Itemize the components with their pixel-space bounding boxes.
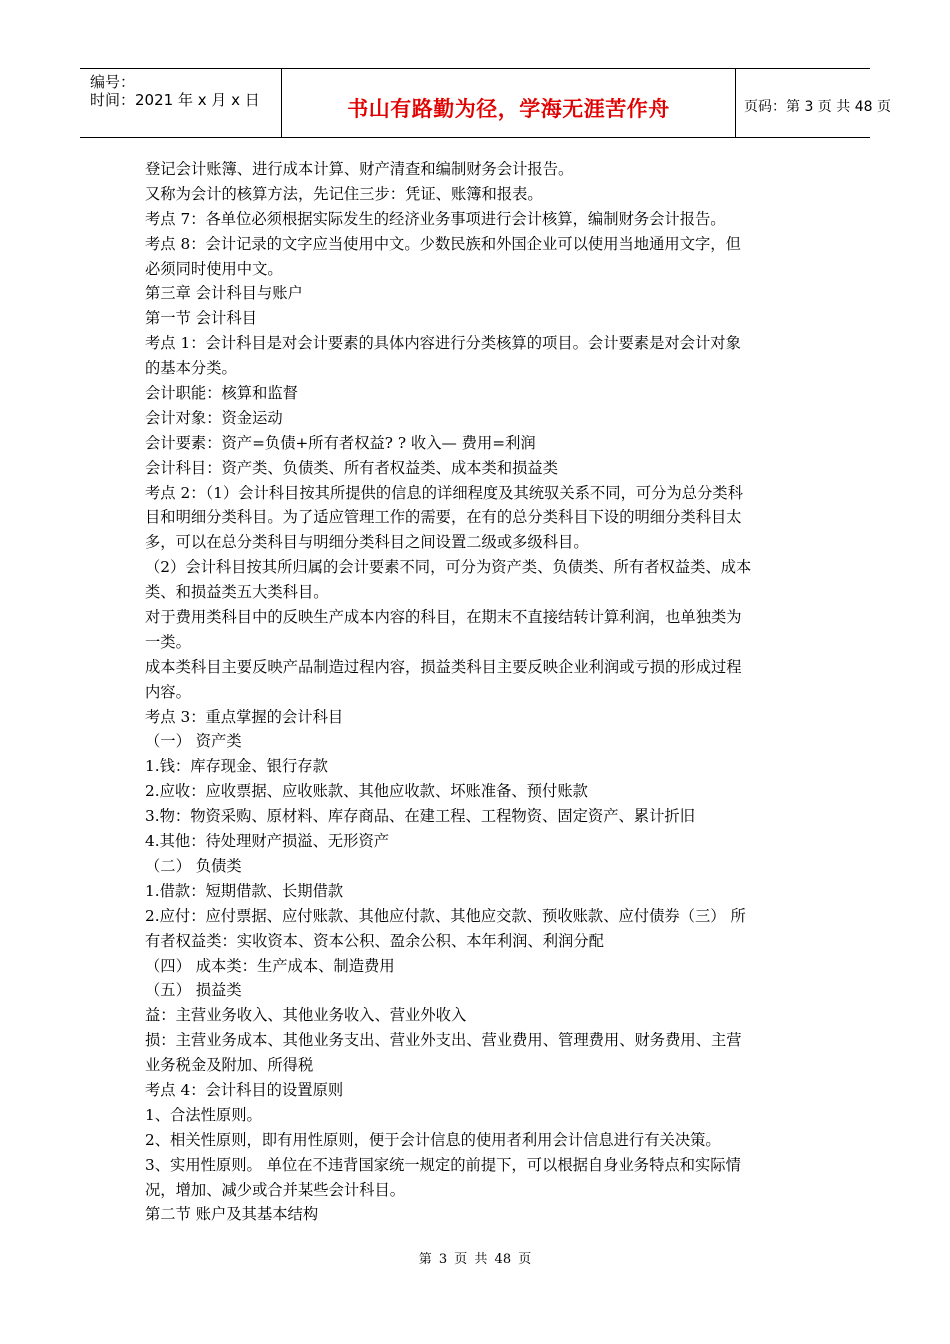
text-line: 第一节 会计科目	[145, 309, 257, 328]
text-line: 考点 8：会计记录的文字应当使用中文。少数民族和外国企业可以使用当地通用文字，但	[145, 234, 741, 253]
text-line: 的基本分类。	[145, 359, 237, 378]
text-line: 业务税金及附加、所得税	[145, 1056, 314, 1075]
text-line: （五） 损益类	[145, 981, 242, 1000]
text-line: 一类。	[145, 632, 191, 651]
text-line: 1.钱：库存现金、银行存款	[145, 757, 328, 776]
text-line: 会计要素：资产=负债+所有者权益? ? 收入— 费用=利润	[145, 433, 536, 452]
text-line: 损：主营业务成本、其他业务支出、营业外支出、营业费用、管理费用、财务费用、主营	[145, 1031, 742, 1050]
text-line: 内容。	[145, 682, 191, 701]
text-line: （四） 成本类：生产成本、制造费用	[145, 956, 395, 975]
text-line: 况，增加、减少或合并某些会计科目。	[145, 1180, 406, 1199]
text-line: 考点 1：会计科目是对会计要素的具体内容进行分类核算的项目。会计要素是对会计对象	[145, 334, 741, 353]
text-line: 登记会计账簿、进行成本计算、财产清查和编制财务会计报告。	[145, 160, 574, 178]
text-line: （二） 负债类	[145, 856, 242, 875]
text-line: （一） 资产类	[145, 732, 242, 751]
text-line: 考点 2：（1）会计科目按其所提供的信息的详细程度及其统驭关系不同，可分为总分类科	[145, 483, 743, 502]
text-line: 2.应付：应付票据、应付账款、其他应付款、其他应交款、预收账款、应付债券（三） 所	[145, 906, 746, 925]
document-number-label: 编号：	[90, 73, 136, 91]
text-line: （2）会计科目按其所归属的会计要素不同，可分为资产类、负债类、所有者权益类、成本	[145, 558, 752, 577]
page-header	[80, 68, 891, 138]
text-line: 会计对象：资金运动	[145, 408, 283, 427]
document-time-label: 时间：2021 年 x 月 x 日	[90, 91, 260, 109]
text-line: 会计职能：核算和监督	[145, 384, 298, 403]
text-line: 3.物：物资采购、原材料、库存商品、在建工程、工程物资、固定资产、累计折旧	[145, 807, 695, 826]
text-line: 必须同时使用中文。	[145, 259, 283, 278]
text-line: 考点 7：各单位必须根据实际发生的经济业务事项进行会计核算，编制财务会计报告。	[145, 209, 726, 228]
text-line: 第三章 会计科目与账户	[145, 284, 303, 303]
header-right-cell	[736, 69, 891, 137]
text-line: 考点 4：会计科目的设置原则	[145, 1080, 344, 1099]
text-line: 会计科目：资产类、负债类、所有者权益类、成本类和损益类	[145, 458, 559, 477]
page-footer: 第 3 页 共 48 页	[418, 1252, 532, 1267]
text-line: 有者权益类：实收资本、资本公积、盈余公积、本年利润、利润分配	[145, 931, 604, 950]
text-line: 3、实用性原则。 单位在不违背国家统一规定的前提下，可以根据自身业务特点和实际情	[145, 1155, 741, 1174]
text-line: 对于费用类科目中的反映生产成本内容的科目，在期末不直接结转计算利润，也单独类为	[145, 608, 742, 627]
text-line: 成本类科目主要反映产品制造过程内容，损益类科目主要反映企业利润或亏损的形成过程	[145, 657, 742, 676]
text-line: 多，可以在总分类科目与明细分类科目之间设置二级或多级科目。	[145, 533, 589, 552]
text-line: 2.应收：应收票据、应收账款、其他应收款、坏账准备、预付账款	[145, 782, 588, 801]
text-line: 1、合法性原则。	[145, 1105, 262, 1124]
text-line: 考点 3：重点掌握的会计科目	[145, 707, 344, 726]
header-left-cell	[80, 69, 282, 137]
text-line: 1.借款：短期借款、长期借款	[145, 881, 344, 900]
header-page-info: 页码：第 3 页 共 48 页	[744, 99, 891, 115]
text-line: 2、相关性原则，即有用性原则，便于会计信息的使用者利用会计信息进行有关决策。	[145, 1130, 721, 1149]
text-line: 目和明细分类科目。为了适应管理工作的需要，在有的总分类科目下设的明细分类科目太	[145, 508, 742, 527]
text-line: 4.其他：待处理财产损溢、无形资产	[145, 832, 390, 851]
text-line: 又称为会计的核算方法，先记住三步：凭证、账簿和报表。	[145, 184, 543, 203]
text-line: 益：主营业务收入、其他业务收入、营业外收入	[145, 1006, 467, 1025]
header-middle-cell	[282, 69, 736, 137]
text-line: 类、和损益类五大类科目。	[145, 583, 329, 602]
document-body	[145, 157, 815, 1227]
header-motto: 书山有路勤为径，学海无涯苦作舟	[347, 97, 670, 121]
text-line: 第二节 账户及其基本结构	[145, 1205, 319, 1224]
